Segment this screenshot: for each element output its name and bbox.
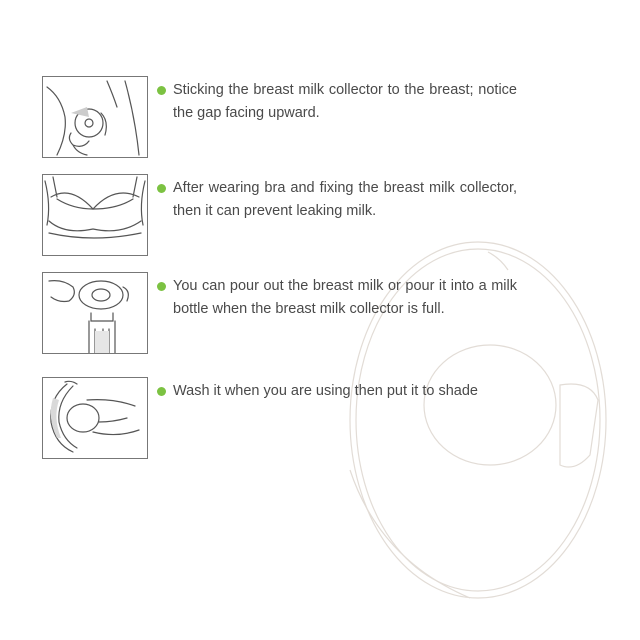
step-1 [42,76,522,162]
breast-collector-attach-icon [42,76,148,158]
bullet-dot [157,387,166,396]
step-2 [42,174,522,260]
bullet-dot [157,282,166,291]
step-4 [42,377,522,463]
step-4-text: Wash it when you are using then put it to shade [173,383,478,399]
pour-into-bottle-icon [42,272,148,354]
step-2-text: After wearing bra and fixing the breast milk collector, then it can prevent leaking milk. [173,180,517,219]
step-3 [42,272,522,358]
bullet-dot [157,184,166,193]
step-3-text: You can pour out the breast milk or pour it into a milk bottle when the breast milk collector is full. [173,278,517,317]
step-1-text: Sticking the breast milk collector to the breast; notice the gap facing upward. [173,82,517,121]
bra-collector-icon [42,174,148,256]
bullet-dot [157,86,166,95]
washing-collector-icon [42,377,148,459]
